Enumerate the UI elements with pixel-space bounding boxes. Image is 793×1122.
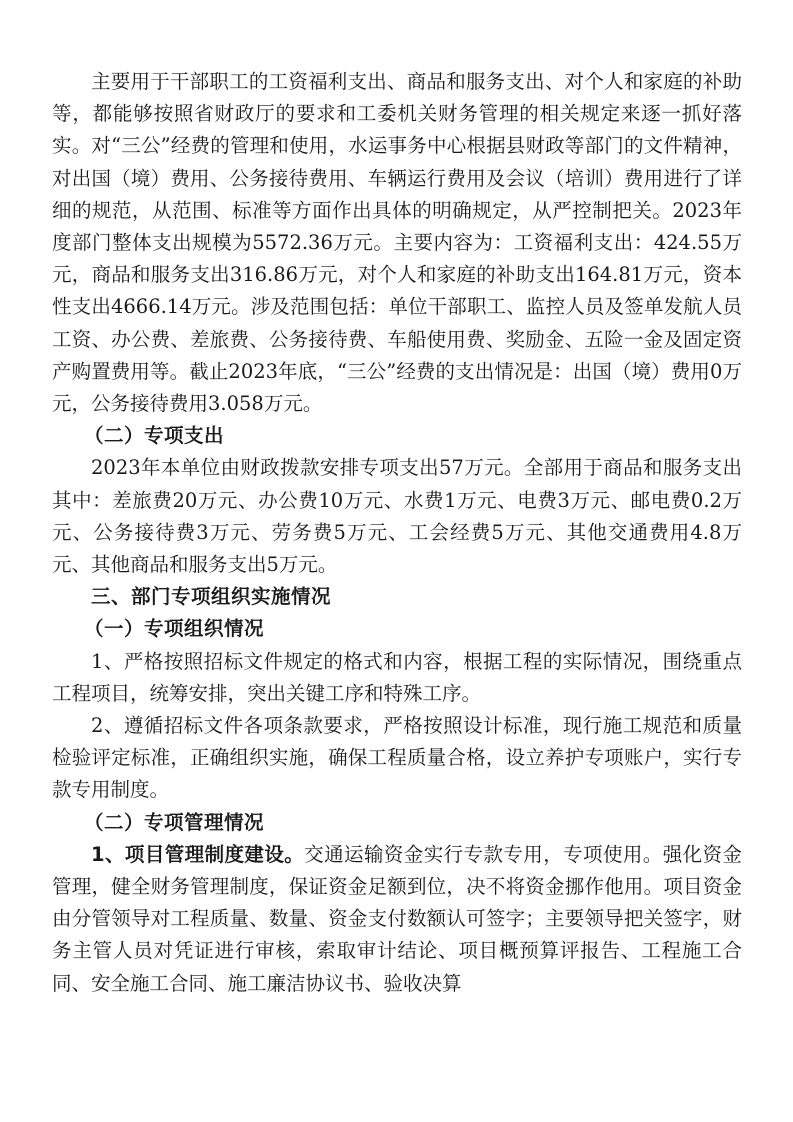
heading-special-expenditure: （二）专项支出 bbox=[84, 424, 225, 448]
document-page bbox=[52, 66, 742, 1000]
paragraph-expenditure-overview: 主要用于干部职工的工资福利支出、商品和服务支出、对个人和家庭的补助等，都能够按照省财政厅的要求和工委机关财务管理的相关规定来逐一抓好落实。对“三公”经费的管理和使用，水运事务中心根据县财政等部门的文件精神，对出国（境）费用、公务接待费用、车辆运行费用及会议（培训）费用进行了详细的规范，从范围、标准等方面作出具体的明确规定，从严控制把关。2023年度部门整体支出规模为5572.36万元。主要内容为：工资福利支出：424.55万元，商品和服务支出316.86万元，对个人和家庭的补助支出164.81万元，资本性支出4666.14万元。涉及范围包括：单位干部职工、监控人员及签单发航人员工资、办公费、差旅费、公务接待费、车船使用费、奖励金、五险一金及固定资产购置费用等。截止2023年底，“三公”经费的支出情况是：出国（境）费用0万元，公务接待费用3.058万元。 bbox=[52, 70, 742, 416]
heading-special-organization: （一）专项组织情况 bbox=[84, 617, 265, 641]
heading-section-3: 三、部门专项组织实施情况 bbox=[91, 585, 332, 609]
management-item-1-body: 交通运输资金实行专款专用，专项使用。强化资金管理，健全财务管理制度，保证资金足额到位，决不将资金挪作他用。项目资金由分管领导对工程质量、数量、资金支付数额认可签字；主要领导把关签字，财务主管人员对凭证进行审核，索取审计结论、项目概预算评报告、工程施工合同、安全施工合同、施工廉洁协议书、验收决算 bbox=[52, 842, 742, 995]
heading-special-management: （二）专项管理情况 bbox=[84, 810, 265, 834]
paragraph-organization-item-2: 2、遵循招标文件各项条款要求，严格按照设计标准，现行施工规范和质量检验评定标准，正确组织实施，确保工程质量合格，设立养护专项账户，实行专款专用制度。 bbox=[52, 714, 742, 802]
paragraph-management-item-1 bbox=[52, 839, 742, 1000]
paragraph-organization-item-1: 1、严格按照招标文件规定的格式和内容，根据工程的实际情况，围绕重点工程项目，统筹安排，突出关键工序和特殊工序。 bbox=[52, 649, 742, 705]
paragraph-special-expenditure: 2023年本单位由财政拨款安排专项支出57万元。全部用于商品和服务支出其中：差旅费20万元、办公费10万元、水费1万元、电费3万元、邮电费0.2万元、公务接待费3万元、劳务费5万元、工会经费5万元、其他交通费用4.8万元、其他商品和服务支出5万元。 bbox=[52, 456, 742, 577]
management-item-1-lead: 1、项目管理制度建设。 bbox=[91, 842, 305, 866]
